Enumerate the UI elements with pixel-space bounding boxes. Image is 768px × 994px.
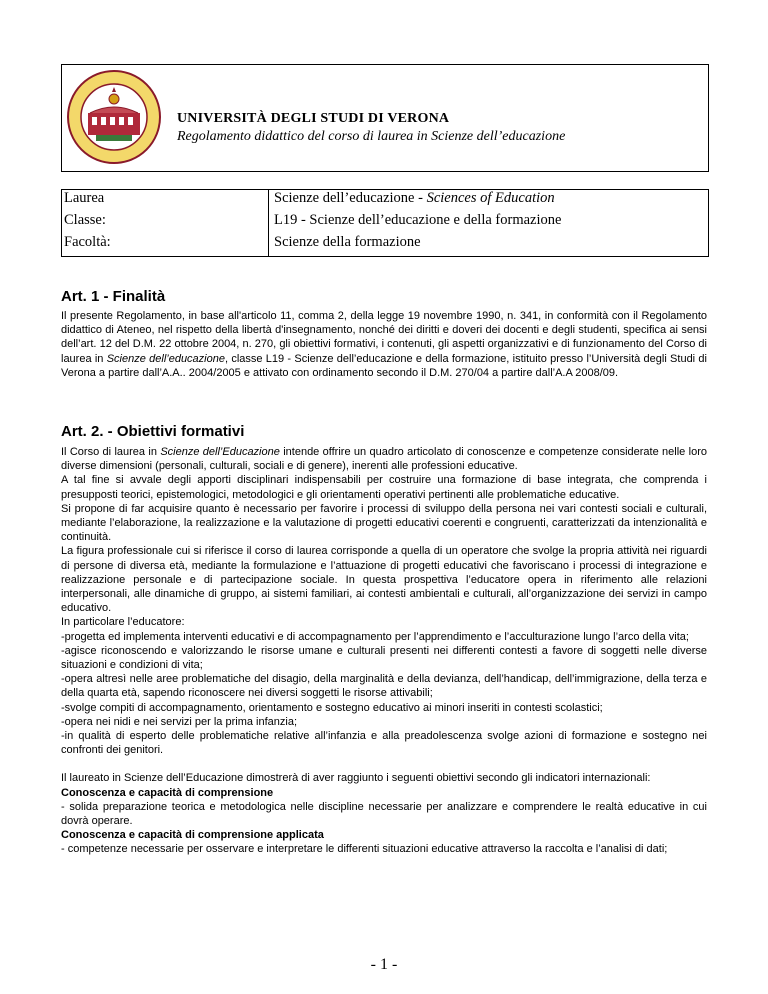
art1-heading: Art. 1 - Finalità	[61, 288, 166, 305]
header-box	[61, 64, 709, 172]
spacer	[61, 757, 707, 771]
conoscenza-text: - solida preparazione teorica e metodologica nelle discipline necessarie per analizzare e comprendere le realtà educative in cui dovrà operare.	[61, 800, 707, 828]
list-item: -svolge compiti di accompagnamento, orientamento e sostegno educativo ai minori inseriti in contesti scolastici;	[61, 701, 603, 714]
conoscenza-applicata-text: - competenze necessarie per osservare e interpretare le differenti situazioni educative attraverso la raccolta e l’analisi di dati;	[61, 843, 668, 856]
art2-course-name: Scienze dell’Educazione	[160, 446, 280, 458]
table-row	[62, 234, 709, 257]
list-item: -progetta ed implementa interventi educativi e di accompagnamento per l’apprendimento e l’acculturazione lungo l’arco della vita;	[61, 630, 689, 643]
art2-p1-text-b: intende offrire un quadro articolato di conoscenze e competenze considerate nelle loro diverse dimensioni (personali, culturali, sociali e di genere), inerenti alle professioni educative.	[61, 446, 707, 473]
value-laurea-text: Scienze dell’educazione -	[274, 190, 427, 206]
art2-paragraph-3: Si propone di far acquisire quanto è necessario per favorire i processi di sviluppo della persona nei vari contesti sociali e culturali, mediante l’elaborazione, la realizzazione e la valutazione di progetti educativi coerenti e congruenti, caratterizzati da intenzionalità e continuità.	[61, 502, 707, 544]
list-item: -opera nei nidi e nei servizi per la prima infanzia;	[61, 715, 298, 728]
document-subtitle: Regolamento didattico del corso di laurea in Scienze dell’educazione	[177, 129, 566, 144]
art2-paragraph-6: Il laureato in Scienze dell’Educazione dimostrerà di aver raggiunto i seguenti obiettivi secondo gli indicatori internazionali:	[61, 772, 651, 785]
art1-text-b: , classe L19 - Scienze dell’educazione e della formazione, istituito presso l’Università degli Studi di Verona a partire dall’A.A.. 2004/2005 e attivato con ordinamento secondo il D.M. 270/04 a partire dall’A.A 2008/09.	[61, 352, 707, 379]
value-facolta: Scienze della formazione	[274, 233, 421, 250]
list-item: -opera altresì nelle aree problematiche del disagio, della marginalità e della devianza, dell’handicap, dell’immigrazione, della terza e della quarta età, sapendo riconoscere nei diversi soggetti le risorse attivabili;	[61, 673, 707, 700]
art2-paragraph-5: In particolare l’educatore:	[61, 616, 185, 629]
label-facolta: Facoltà:	[62, 234, 269, 257]
value-laurea	[269, 190, 709, 213]
subheading-conoscenza: Conoscenza e capacità di comprensione	[61, 786, 274, 799]
label-classe: Classe:	[62, 212, 269, 234]
art2-paragraph-2: A tal fine si avvale degli apporti disciplinari indispensabili per costruire una formazione di base integrata, che comprenda i presupposti teorici, epistemologici, metodologici e gli orientamenti operativi pertinenti alle problematiche educative.	[61, 474, 707, 501]
art2-p1-text-a: Il Corso di laurea in	[61, 446, 161, 458]
value-classe: L19 - Scienze dell’educazione e della formazione	[274, 212, 562, 229]
university-seal-logo	[66, 69, 162, 165]
art1-text-a: Il presente Regolamento, in base all'articolo 11, comma 2, della legge 19 novembre 1990, n. 341, in conformità con il Regolamento didattico di Ateneo, nel rispetto della libertà d'insegnamento, nonché dei diritti e doveri dei docenti e degli studenti, specifica ai sensi dell’art. 12 del D.M. 22 ottobre 2004, n. 270, gli obiettivi formativi, i contenuti, gli aspetti organizzativi e di funzionamento del Corso di laurea in	[61, 310, 707, 365]
art2-heading: Art. 2. - Obiettivi formativi	[61, 423, 245, 440]
art1-paragraph	[61, 309, 707, 380]
page-number: - 1 -	[370, 956, 398, 973]
art1-course-name: Scienze dell’educazione	[106, 352, 225, 365]
university-name: UNIVERSITÀ DEGLI STUDI DI VERONA	[177, 111, 450, 126]
art2-paragraph-1	[61, 445, 707, 473]
subheading-conoscenza-applicata: Conoscenza e capacità di comprensione applicata	[61, 829, 324, 842]
table-row	[62, 212, 709, 234]
art2-paragraph-4: La figura professionale cui si riferisce il corso di laurea corrisponde a quella di un operatore che svolge la propria attività nei riguardi di persone di diversa età, mediante la formulazione e l’attuazione di progetti educativi che favoriscano i processi di integrazione e realizzazione personale e di partecipazione sociale. In questa prospettiva l’educatore opera in riferimento alle relazioni interpersonali, alle dinamiche di gruppo, ai sistemi familiari, ai contesti ambientali e culturali, all’organizzazione dei servizi in campo educativo.	[61, 545, 707, 615]
table-row	[62, 190, 709, 213]
course-info-table	[61, 189, 709, 257]
list-item: -agisce riconoscendo e valorizzando le risorse umane e culturali presenti nei differenti contesti a favore di soggetti nelle diverse situazioni e condizioni di vita;	[61, 644, 707, 672]
value-laurea-english: Sciences of Education	[426, 190, 555, 206]
label-laurea: Laurea	[62, 190, 269, 213]
list-item: -in qualità di esperto delle problematiche relative all’infanzia e alla preadolescenza svolge azioni di formazione e sostegno nei confronti dei genitori.	[61, 730, 707, 757]
art2-body	[61, 445, 707, 857]
